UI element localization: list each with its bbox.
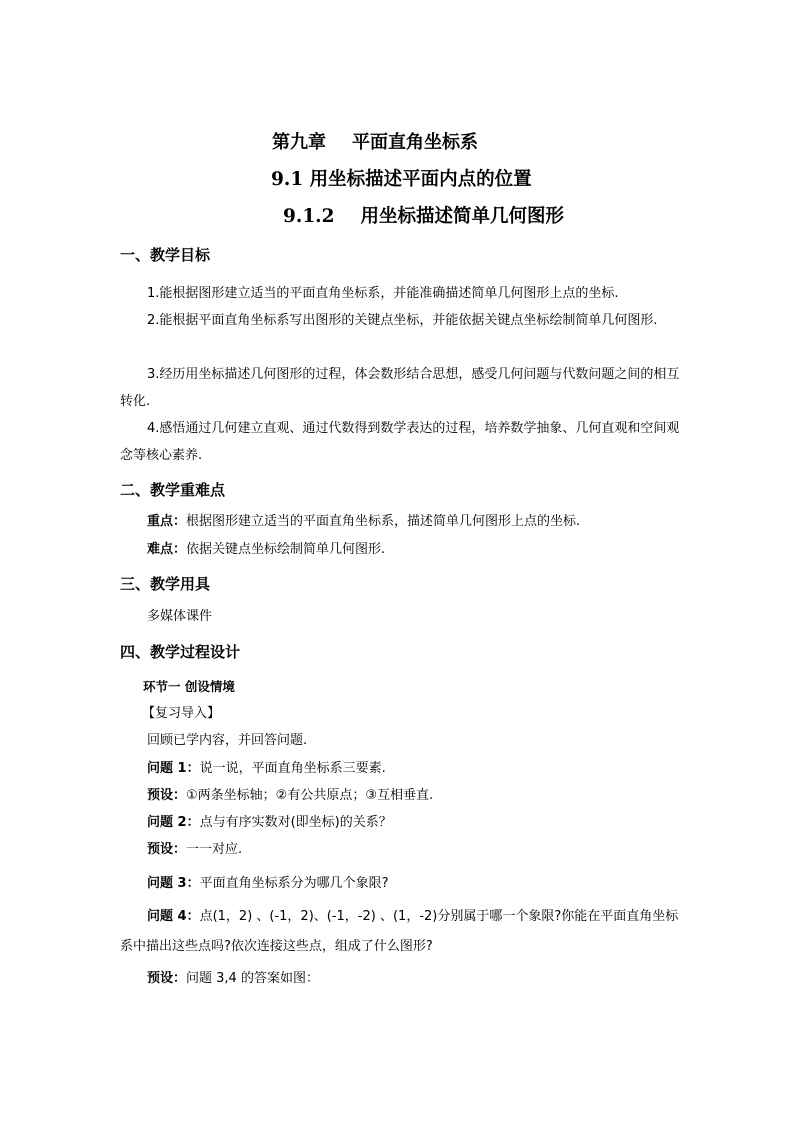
difficulty-label: 难点：: [147, 542, 187, 557]
question-3: [147, 874, 388, 894]
answer-1: [147, 786, 433, 806]
answer-1-text: ①两条坐标轴；②有公共原点；③互相垂直.: [186, 788, 434, 803]
objective-item: 3.经历用坐标描述几何图形的过程，体会数形结合思想，感受几何问题与代数问题之间的相互转化.: [120, 367, 680, 409]
question-2: [147, 813, 392, 833]
section-heading-tools: 三、教学用具: [120, 575, 211, 593]
objective-item: 1.能根据图形建立适当的平面直角坐标系，并能准确描述简单几何图形上点的坐标.: [147, 286, 619, 301]
answer-2: [147, 840, 242, 860]
subsection-name: 用坐标描述简单几何图形: [360, 206, 565, 227]
subsection-number: 9.1.2: [283, 206, 335, 227]
subsection-title: [283, 202, 564, 228]
difficulty-text: 依据关键点坐标绘制简单几何图形.: [186, 542, 386, 557]
key-point-label: 重点：: [147, 514, 187, 529]
answer-1-label: 预设：: [147, 788, 187, 803]
section-title: 9.1 用坐标描述平面内点的位置: [271, 169, 532, 190]
answer-2-label: 预设：: [147, 842, 187, 857]
section-heading-objectives: 一、教学目标: [120, 246, 211, 264]
chapter-title: [272, 128, 478, 154]
answer-4: [147, 969, 319, 989]
answer-4-label: 预设：: [147, 971, 187, 986]
question-1: [147, 759, 386, 779]
objective-item: 4.感悟通过几何建立直观、通过代数得到数学表达的过程，培养数学抽象、几何直观和空间观念等核心素养.: [120, 421, 680, 463]
stage-heading: 环节一 创设情境: [143, 679, 235, 694]
section-heading-process: 四、教学过程设计: [120, 643, 241, 661]
answer-4-text: 问题 3,4 的答案如图：: [186, 971, 319, 986]
question-1-label: 问题 1：: [147, 761, 200, 776]
chapter-name: 平面直角坐标系: [352, 132, 478, 153]
question-4-label: 问题 4：: [147, 909, 200, 924]
difficulty-line: [147, 540, 385, 560]
question-3-label: 问题 3：: [147, 876, 200, 891]
section-heading-key-points: 二、教学重难点: [120, 481, 226, 499]
key-point-text: 根据图形建立适当的平面直角坐标系，描述简单几何图形上点的坐标.: [186, 514, 581, 529]
review-heading: 【复习导入】: [142, 706, 221, 721]
question-3-text: 平面直角坐标系分为哪几个象限?: [199, 876, 389, 891]
question-2-label: 问题 2：: [147, 815, 200, 830]
question-2-text: 点与有序实数对(即坐标)的关系？: [199, 815, 392, 830]
question-4: [120, 902, 680, 962]
answer-2-text: 一一对应.: [186, 842, 243, 857]
question-1-text: 说一说，平面直角坐标系三要素.: [199, 761, 386, 776]
tools-text: 多媒体课件: [147, 609, 213, 624]
review-intro: 回顾已学内容，并回答问题.: [147, 733, 308, 748]
question-4-text: 点(1，2) 、(-1，2)、(-1，-2) 、(1，-2)分别属于哪一个象限?你能在平面直角坐标系中描出这些点吗?依次连接这些点，组成了什么图形?: [120, 909, 679, 954]
chapter-number: 第九章: [272, 132, 326, 153]
key-point-line: [147, 512, 580, 532]
objective-item: 2.能根据平面直角坐标系写出图形的关键点坐标，并能依据关键点坐标绘制简单几何图形.: [147, 313, 658, 328]
